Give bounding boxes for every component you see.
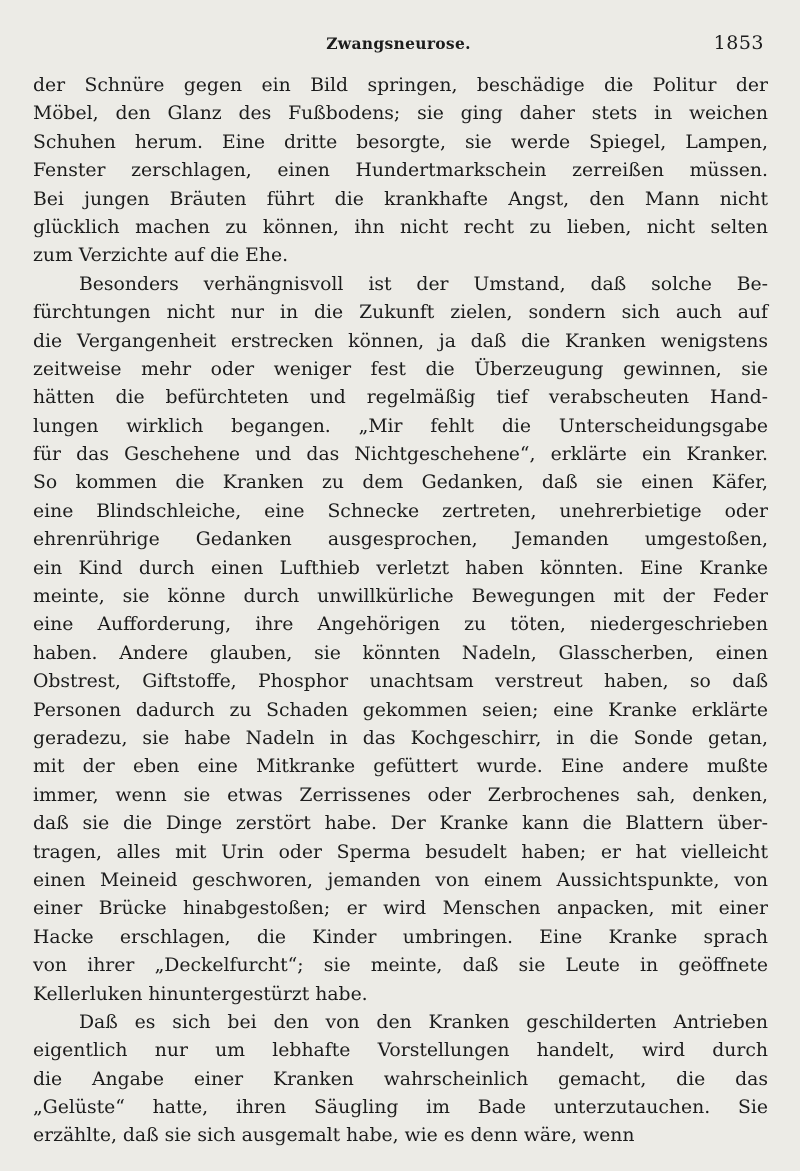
text-line: daß sie die Dinge zerstört habe. Der Kranke kann die Blattern über-: [33, 813, 768, 835]
text-line: meinte, sie könne durch unwillkürliche Bewegungen mit der Feder: [33, 586, 768, 608]
text-line: einen Meineid geschworen, jemanden von einem Aussichtspunkte, von: [33, 869, 768, 891]
text-line: eigentlich nur um lebhafte Vorstellungen handelt, wird durch: [33, 1040, 768, 1062]
text-line: Möbel, den Glanz des Fußbodens; sie ging daher stets in weichen: [33, 103, 768, 125]
text-line: erzählte, daß sie sich ausgemalt habe, wie es denn wäre, wenn: [33, 1125, 635, 1147]
text-line: Bei jungen Bräuten führt die krankhafte Angst, den Mann nicht: [33, 188, 768, 210]
text-line: ehrenrührige Gedanken ausgesprochen, Jemanden umgestoßen,: [33, 529, 768, 551]
text-line: geradezu, sie habe Nadeln in das Kochgeschirr, in die Sonde getan,: [33, 727, 768, 749]
text-line: lungen wirklich begangen. „Mir fehlt die Unterscheidungsgabe: [33, 415, 768, 437]
text-line: Fenster zerschlagen, einen Hundertmarkschein zerreißen müssen.: [33, 160, 768, 182]
text-line: Schuhen herum. Eine dritte besorgte, sie werde Spiegel, Lampen,: [33, 131, 768, 153]
text-line: eine Aufforderung, ihre Angehörigen zu töten, niedergeschrieben: [33, 614, 768, 636]
text-line: „Gelüste“ hatte, ihren Säugling im Bade unterzutauchen. Sie: [33, 1097, 768, 1119]
text-line: mit der eben eine Mitkranke gefüttert wurde. Eine andere mußte: [33, 756, 768, 778]
text-line: die Angabe einer Kranken wahrscheinlich gemacht, die das: [33, 1068, 768, 1090]
paragraph: [33, 271, 768, 1009]
text-line: von ihrer „Deckelfurcht“; sie meinte, daß sie Leute in geöffnete: [33, 955, 768, 977]
text-line: zeitweise mehr oder weniger fest die Überzeugung gewinnen, sie: [33, 358, 768, 380]
text-line: der Schnüre gegen ein Bild springen, beschädige die Politur der: [33, 75, 768, 96]
text-line: einer Brücke hinabgestoßen; er wird Menschen anpacken, mit einer: [33, 898, 768, 920]
text-line: eine Blindschleiche, eine Schnecke zertreten, unehrerbietige oder: [33, 500, 768, 522]
text-line: haben. Andere glauben, sie könnten Nadeln, Glasscherben, einen: [33, 642, 768, 664]
page-number: 1853: [713, 32, 764, 54]
text-line: Hacke erschlagen, die Kinder umbringen. Eine Kranke sprach: [33, 926, 768, 948]
paragraph: [33, 1009, 768, 1151]
text-line: glücklich machen zu können, ihn nicht recht zu lieben, nicht selten: [33, 216, 768, 238]
text-line: Kellerluken hinuntergestürzt habe.: [33, 983, 368, 1005]
text-line: tragen, alles mit Urin oder Sperma besudelt haben; er hat vielleicht: [33, 841, 768, 863]
text-line: die Vergangenheit erstrecken können, ja daß die Kranken wenigstens: [33, 330, 768, 352]
text-line: immer, wenn sie etwas Zerrissenes oder Zerbrochenes sah, denken,: [33, 784, 768, 806]
text-line: fürchtungen nicht nur in die Zukunft zielen, sondern sich auch auf: [33, 302, 768, 324]
text-line: Obstrest, Giftstoffe, Phosphor unachtsam verstreut haben, so daß: [33, 671, 768, 693]
text-line: Besonders verhängnisvoll ist der Umstand, daß solche Be-: [79, 273, 768, 295]
text-line: ein Kind durch einen Lufthieb verletzt haben könnten. Eine Kranke: [33, 557, 768, 579]
text-line: zum Verzichte auf die Ehe.: [33, 245, 289, 267]
paragraph: [33, 72, 768, 271]
text-line: hätten die befürchteten und regelmäßig tief verabscheuten Hand-: [33, 387, 768, 409]
text-line: Daß es sich bei den von den Kranken geschilderten Antrieben: [79, 1011, 768, 1033]
running-title: Zwangsneurose.: [326, 34, 471, 53]
text-line: So kommen die Kranken zu dem Gedanken, daß sie einen Käfer,: [33, 472, 768, 494]
body-text: [33, 72, 768, 1151]
text-line: Personen dadurch zu Schaden gekommen seien; eine Kranke erklärte: [33, 699, 768, 721]
text-line: für das Geschehene und das Nichtgeschehene“, erklärte ein Kranker.: [33, 444, 768, 466]
page-header: [33, 30, 764, 60]
